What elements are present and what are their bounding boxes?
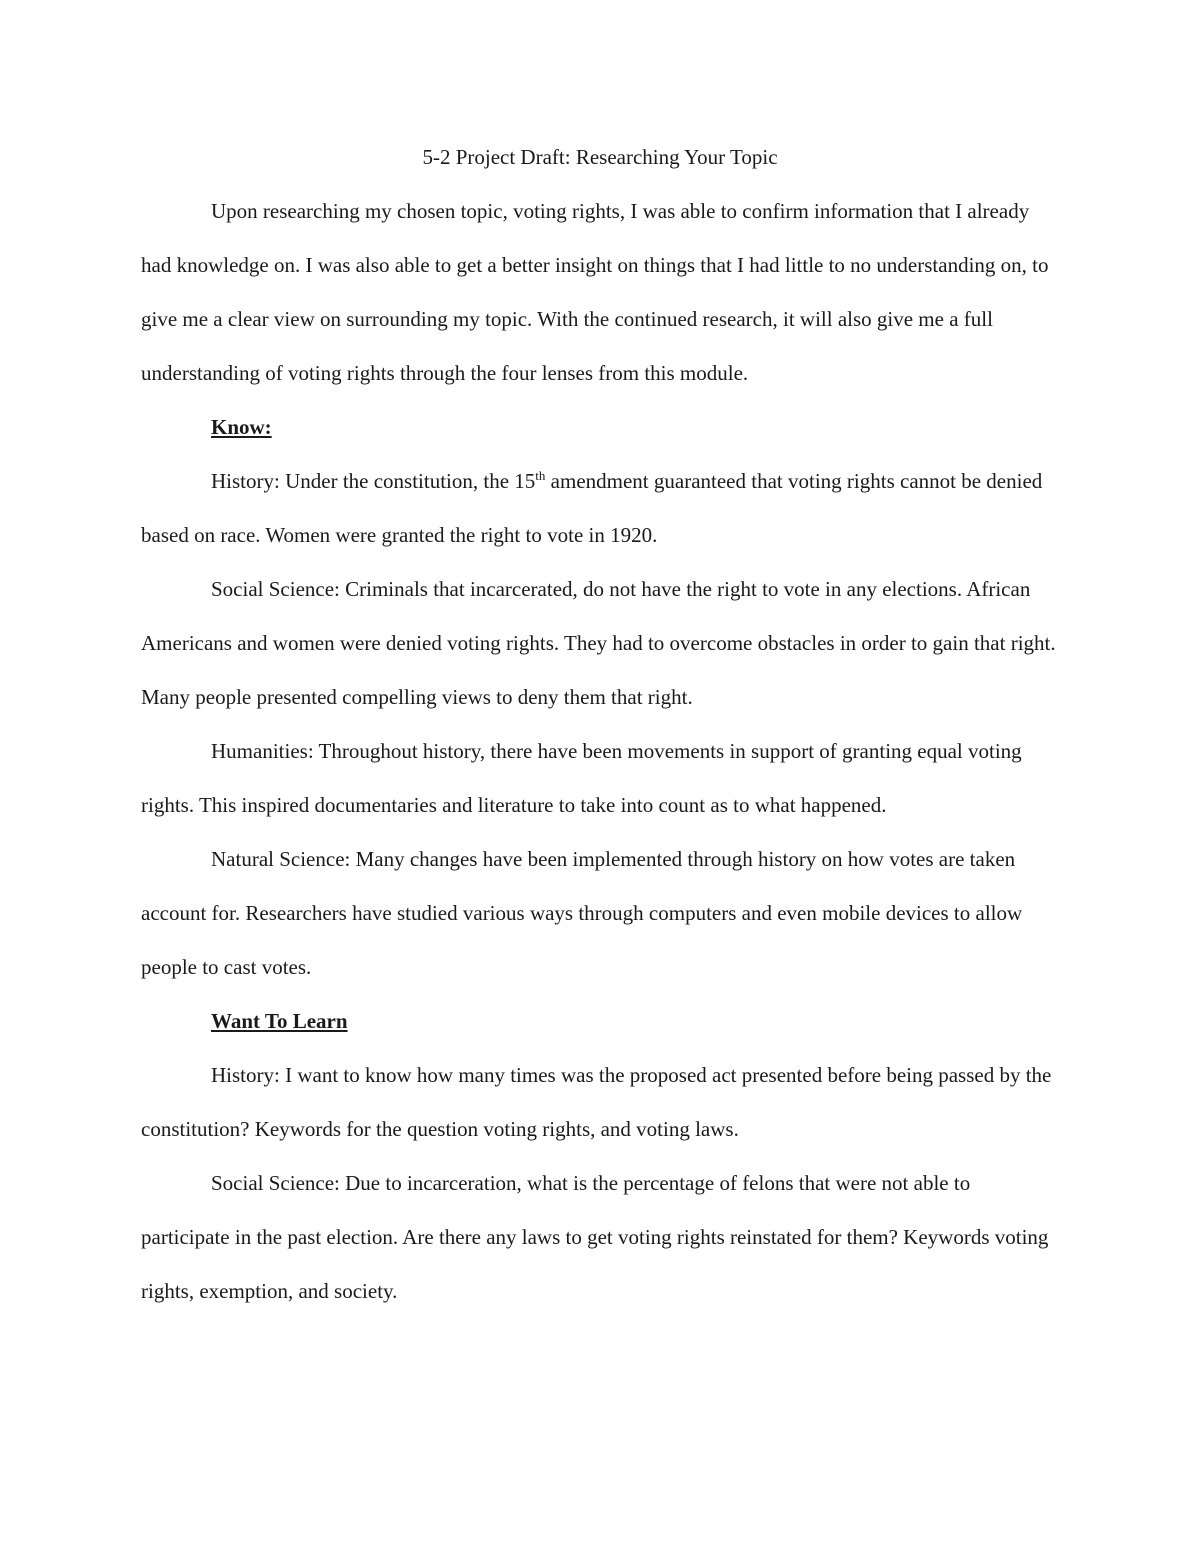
know-history-text-continued: amendment guaranteed that voting rights cannot be denied based on race. Women were granted the right to vote in 1920. xyxy=(141,469,1043,547)
learn-social-science-paragraph: Social Science: Due to incarceration, what is the percentage of felons that were not able to participate in the past election. Are there any laws to get voting rights reinstated for them? Keywords voting rights, exemption, and society. xyxy=(141,1171,1049,1303)
know-history-text: History: Under the constitution, the 15 xyxy=(211,469,536,493)
intro-paragraph: Upon researching my chosen topic, voting rights, I was able to confirm information that I already had knowledge on. I was also able to get a better insight on things that I had little to no understanding on, to give me a clear view on surrounding my topic. With the continued research, it will also give me a full understanding of voting rights through the four lenses from this module. xyxy=(141,199,1049,385)
learn-history-paragraph: History: I want to know how many times was the proposed act presented before being passed by the constitution? Keywords for the question voting rights, and voting laws. xyxy=(141,1063,1052,1141)
know-heading: Know: xyxy=(211,415,272,439)
ordinal-superscript: th xyxy=(535,468,546,483)
document-body xyxy=(141,130,1059,1318)
know-humanities-paragraph: Humanities: Throughout history, there have been movements in support of granting equal voting rights. This inspired documentaries and literature to take into count as to what happened. xyxy=(141,739,1022,817)
know-history-paragraph xyxy=(141,454,1059,562)
document-title: 5-2 Project Draft: Researching Your Topic xyxy=(422,145,778,169)
want-to-learn-heading: Want To Learn xyxy=(211,1009,348,1033)
know-natural-science-paragraph: Natural Science: Many changes have been implemented through history on how votes are taken account for. Researchers have studied various ways through computers and even mobile devices to allow people to cast votes. xyxy=(141,847,1023,979)
know-social-science-paragraph: Social Science: Criminals that incarcerated, do not have the right to vote in any elections. African Americans and women were denied voting rights. They had to overcome obstacles in order to gain that right. Many people presented compelling views to deny them that right. xyxy=(141,577,1056,709)
